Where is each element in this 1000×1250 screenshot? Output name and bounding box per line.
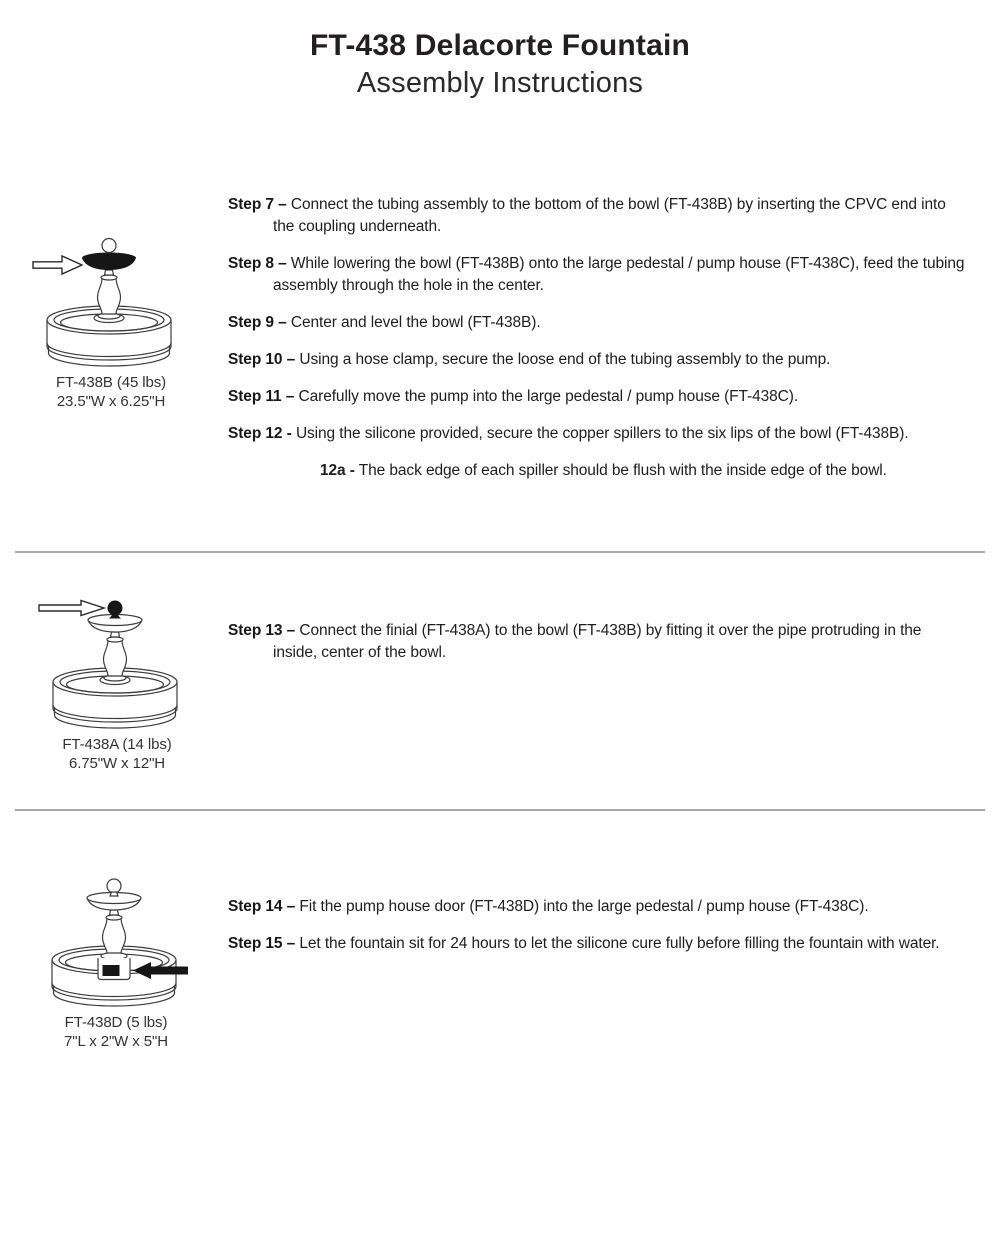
figure-caption: [36, 1013, 196, 1051]
step-label: 12a -: [320, 462, 355, 479]
step-12a: [228, 460, 965, 482]
step-text: Let the fountain sit for 24 hours to let the silicone cure fully before filling the fountain with water.: [299, 935, 940, 952]
step-label: Step 9 –: [228, 314, 287, 331]
figure-ft438d: [36, 876, 196, 1051]
part-number: FT-438B (45 lbs): [55, 374, 167, 391]
figure-caption: [31, 373, 191, 411]
step-label: Step 12 -: [228, 425, 292, 442]
step-14: [228, 896, 965, 918]
step-12: [228, 423, 965, 445]
figure-caption: [37, 735, 197, 773]
pedestal: [94, 270, 124, 323]
step-11: [228, 386, 965, 408]
step-text: Fit the pump house door (FT-438D) into the large pedestal / pump house (FT-438C).: [299, 898, 869, 915]
step-7: [228, 194, 965, 238]
step-text: Using a hose clamp, secure the loose end of the tubing assembly to the pump.: [299, 351, 831, 368]
step-label: Step 13 –: [228, 622, 296, 639]
section-divider-1: [15, 551, 985, 553]
step-text: Connect the finial (FT-438A) to the bowl (FT-438B) by fitting it over the pipe protruding in the inside, center of the bowl.: [273, 622, 922, 661]
step-label: Step 15 –: [228, 935, 296, 952]
part-dimensions: 23.5"W x 6.25"H: [56, 393, 166, 410]
document-header: [0, 29, 1000, 100]
part-dimensions: 7"L x 2"W x 5"H: [64, 1033, 168, 1050]
step-text: Center and level the bowl (FT-438B).: [290, 314, 541, 331]
step-text: The back edge of each spiller should be flush with the inside edge of the bowl.: [358, 462, 887, 479]
step-text: While lowering the bowl (FT-438B) onto the large pedestal / pump house (FT-438C), feed the tubing assembly through the hole in the center.: [273, 255, 965, 294]
figure-ft438a: [37, 598, 197, 773]
page-title: FT-438 Delacorte Fountain: [309, 29, 691, 62]
step-label: Step 11 –: [228, 388, 295, 405]
step-text: Connect the tubing assembly to the bottom of the bowl (FT-438B) by inserting the CPVC end into the coupling underneath.: [273, 196, 946, 235]
outline-right-arrow-icon: [39, 601, 104, 616]
finial-ball: [102, 239, 116, 253]
section-divider-2: [15, 809, 985, 811]
highlighted-bowl: [82, 252, 136, 270]
step-10: [228, 349, 965, 371]
steps-section-3: [228, 896, 965, 970]
step-8: [228, 253, 965, 297]
steps-section-1: [228, 194, 965, 482]
page-subtitle: Assembly Instructions: [356, 67, 644, 99]
pedestal: [100, 632, 130, 685]
step-9: [228, 312, 965, 334]
step-label: Step 8 –: [228, 255, 287, 272]
fountain-finial-highlighted-diagram: [37, 598, 197, 738]
step-13: [228, 620, 965, 664]
pump-house-door: [103, 965, 120, 976]
fountain-bowl-highlighted-diagram: [31, 236, 191, 376]
step-text: Using the silicone provided, secure the copper spillers to the six lips of the bowl (FT-438B).: [295, 425, 909, 442]
step-label: Step 10 –: [228, 351, 296, 368]
step-15: [228, 933, 965, 955]
pump-house: [98, 958, 130, 980]
fountain-pump-door-diagram: [36, 876, 196, 1016]
step-label: Step 14 –: [228, 898, 296, 915]
step-text: Carefully move the pump into the large pedestal / pump house (FT-438C).: [298, 388, 799, 405]
figure-ft438b: [31, 236, 191, 411]
part-dimensions: 6.75"W x 12"H: [68, 755, 166, 772]
part-number: FT-438A (14 lbs): [62, 736, 172, 753]
steps-section-2: [228, 620, 965, 679]
outline-right-arrow-icon: [33, 256, 82, 274]
step-label: Step 7 –: [228, 196, 287, 213]
part-number: FT-438D (5 lbs): [64, 1014, 168, 1031]
